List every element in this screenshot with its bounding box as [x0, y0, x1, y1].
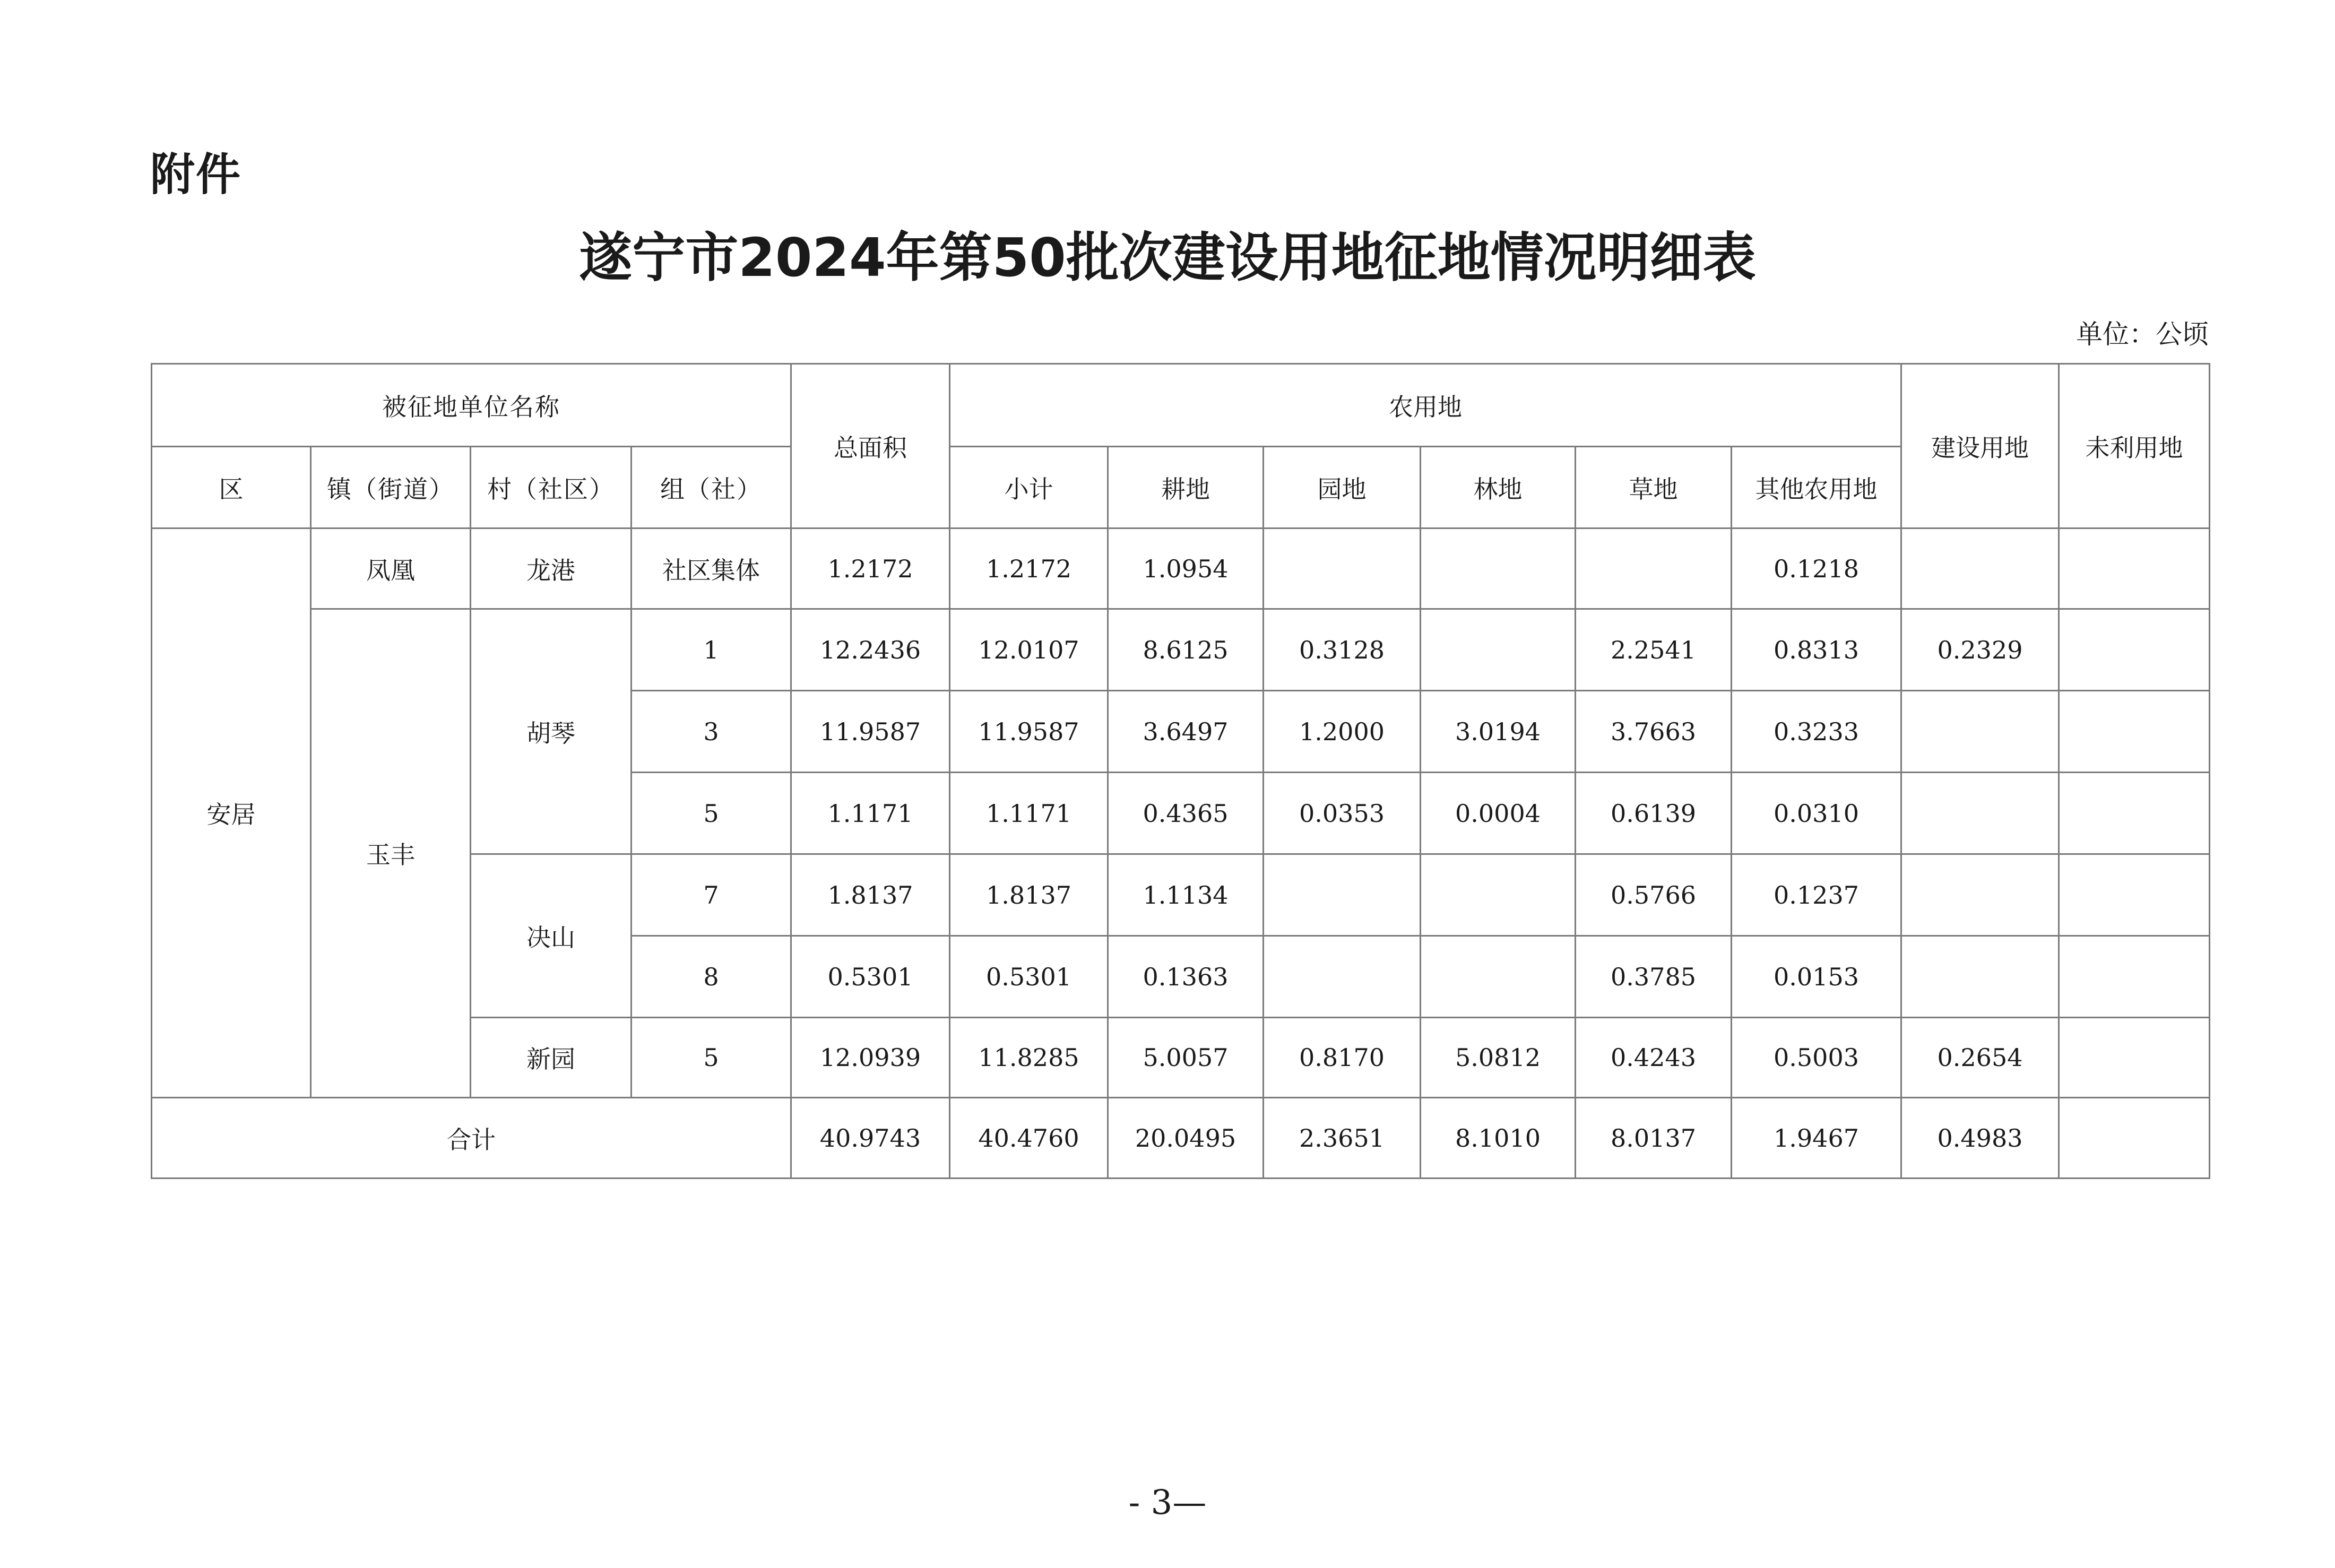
cell-group: 8 — [632, 936, 791, 1018]
cell-total: 12.0939 — [791, 1018, 950, 1098]
cell-total: 40.9743 — [791, 1098, 950, 1179]
cell-cultivated: 5.0057 — [1108, 1018, 1264, 1098]
cell-total: 1.1171 — [791, 773, 950, 854]
cell-unused — [2059, 936, 2210, 1018]
cell-garden: 1.2000 — [1264, 691, 1421, 773]
cell-unused — [2059, 1098, 2210, 1179]
cell-cultivated: 20.0495 — [1108, 1098, 1264, 1179]
header-garden: 园地 — [1264, 447, 1421, 529]
cell-garden — [1264, 936, 1421, 1018]
cell-other-farm: 1.9467 — [1732, 1098, 1901, 1179]
cell-other-farm: 0.1218 — [1732, 529, 1901, 609]
cell-other-farm: 0.0153 — [1732, 936, 1901, 1018]
cell-unused — [2059, 691, 2210, 773]
document-title: 遂宁市2024年第50批次建设用地征地情况明细表 — [579, 227, 1756, 289]
header-forest: 林地 — [1421, 447, 1576, 529]
cell-subtotal: 11.9587 — [950, 691, 1108, 773]
header-farmland: 农用地 — [950, 364, 1901, 447]
cell-other-farm: 0.3233 — [1732, 691, 1901, 773]
cell-subtotal: 12.0107 — [950, 609, 1108, 691]
cell-garden: 0.3128 — [1264, 609, 1421, 691]
cell-grass: 8.0137 — [1576, 1098, 1732, 1179]
header-construction-land: 建设用地 — [1901, 364, 2059, 529]
table-row — [152, 529, 2210, 609]
cell-unused — [2059, 773, 2210, 854]
cell-unused — [2059, 854, 2210, 936]
cell-group: 3 — [632, 691, 791, 773]
header-unit-name: 被征地单位名称 — [152, 364, 791, 447]
cell-garden: 2.3651 — [1264, 1098, 1421, 1179]
unit-label: 单位：公顷 — [2076, 319, 2209, 350]
cell-cultivated: 0.4365 — [1108, 773, 1264, 854]
cell-construction: 0.2329 — [1901, 609, 2059, 691]
cell-garden: 0.8170 — [1264, 1018, 1421, 1098]
cell-grass: 0.4243 — [1576, 1018, 1732, 1098]
cell-village: 决山 — [471, 854, 632, 1018]
cell-subtotal: 40.4760 — [950, 1098, 1108, 1179]
cell-total: 1.2172 — [791, 529, 950, 609]
total-row — [152, 1098, 2210, 1179]
cell-construction — [1901, 691, 2059, 773]
cell-forest — [1421, 609, 1576, 691]
cell-forest — [1421, 936, 1576, 1018]
header-row-2 — [152, 447, 2210, 529]
cell-total: 1.8137 — [791, 854, 950, 936]
cell-total: 12.2436 — [791, 609, 950, 691]
cell-forest: 0.0004 — [1421, 773, 1576, 854]
cell-grass: 0.5766 — [1576, 854, 1732, 936]
cell-grass: 3.7663 — [1576, 691, 1732, 773]
cell-other-farm: 0.1237 — [1732, 854, 1901, 936]
page-number: - 3— — [1128, 1483, 1207, 1522]
cell-group: 1 — [632, 609, 791, 691]
cell-unused — [2059, 1018, 2210, 1098]
cell-forest — [1421, 854, 1576, 936]
cell-subtotal: 1.2172 — [950, 529, 1108, 609]
cell-group: 5 — [632, 773, 791, 854]
cell-other-farm: 0.5003 — [1732, 1018, 1901, 1098]
cell-town: 凤凰 — [311, 529, 471, 609]
cell-unused — [2059, 609, 2210, 691]
header-village: 村（社区） — [471, 447, 632, 529]
header-total-area: 总面积 — [791, 364, 950, 529]
cell-subtotal: 1.8137 — [950, 854, 1108, 936]
land-acquisition-table — [151, 363, 2210, 1179]
header-subtotal: 小计 — [950, 447, 1108, 529]
cell-construction: 0.2654 — [1901, 1018, 2059, 1098]
cell-construction: 0.4983 — [1901, 1098, 2059, 1179]
cell-garden — [1264, 854, 1421, 936]
cell-garden: 0.0353 — [1264, 773, 1421, 854]
cell-forest: 8.1010 — [1421, 1098, 1576, 1179]
cell-group: 5 — [632, 1018, 791, 1098]
cell-construction — [1901, 529, 2059, 609]
cell-other-farm: 0.0310 — [1732, 773, 1901, 854]
cell-cultivated: 1.1134 — [1108, 854, 1264, 936]
cell-subtotal: 1.1171 — [950, 773, 1108, 854]
cell-subtotal: 11.8285 — [950, 1018, 1108, 1098]
table-row — [152, 609, 2210, 691]
cell-cultivated: 0.1363 — [1108, 936, 1264, 1018]
cell-grass: 0.3785 — [1576, 936, 1732, 1018]
header-group: 组（社） — [632, 447, 791, 529]
header-cultivated: 耕地 — [1108, 447, 1264, 529]
cell-other-farm: 0.8313 — [1732, 609, 1901, 691]
header-unused-land: 未利用地 — [2059, 364, 2210, 529]
cell-forest: 3.0194 — [1421, 691, 1576, 773]
cell-village: 胡琴 — [471, 609, 632, 854]
header-district: 区 — [152, 447, 311, 529]
cell-forest — [1421, 529, 1576, 609]
cell-construction — [1901, 773, 2059, 854]
cell-subtotal: 0.5301 — [950, 936, 1108, 1018]
attachment-label: 附件 — [150, 149, 242, 201]
cell-grass: 2.2541 — [1576, 609, 1732, 691]
cell-forest: 5.0812 — [1421, 1018, 1576, 1098]
cell-village: 龙港 — [471, 529, 632, 609]
cell-total: 0.5301 — [791, 936, 950, 1018]
cell-grass: 0.6139 — [1576, 773, 1732, 854]
cell-district: 安居 — [152, 529, 311, 1098]
header-other-farm: 其他农用地 — [1732, 447, 1901, 529]
cell-cultivated: 8.6125 — [1108, 609, 1264, 691]
cell-group: 7 — [632, 854, 791, 936]
cell-garden — [1264, 529, 1421, 609]
header-row-1 — [152, 364, 2210, 447]
header-town: 镇（街道） — [311, 447, 471, 529]
cell-total: 11.9587 — [791, 691, 950, 773]
cell-town: 玉丰 — [311, 609, 471, 1098]
cell-construction — [1901, 936, 2059, 1018]
cell-group: 社区集体 — [632, 529, 791, 609]
cell-cultivated: 1.0954 — [1108, 529, 1264, 609]
cell-total-label: 合计 — [152, 1098, 791, 1179]
cell-cultivated: 3.6497 — [1108, 691, 1264, 773]
cell-unused — [2059, 529, 2210, 609]
cell-construction — [1901, 854, 2059, 936]
header-grass: 草地 — [1576, 447, 1732, 529]
cell-grass — [1576, 529, 1732, 609]
cell-village: 新园 — [471, 1018, 632, 1098]
